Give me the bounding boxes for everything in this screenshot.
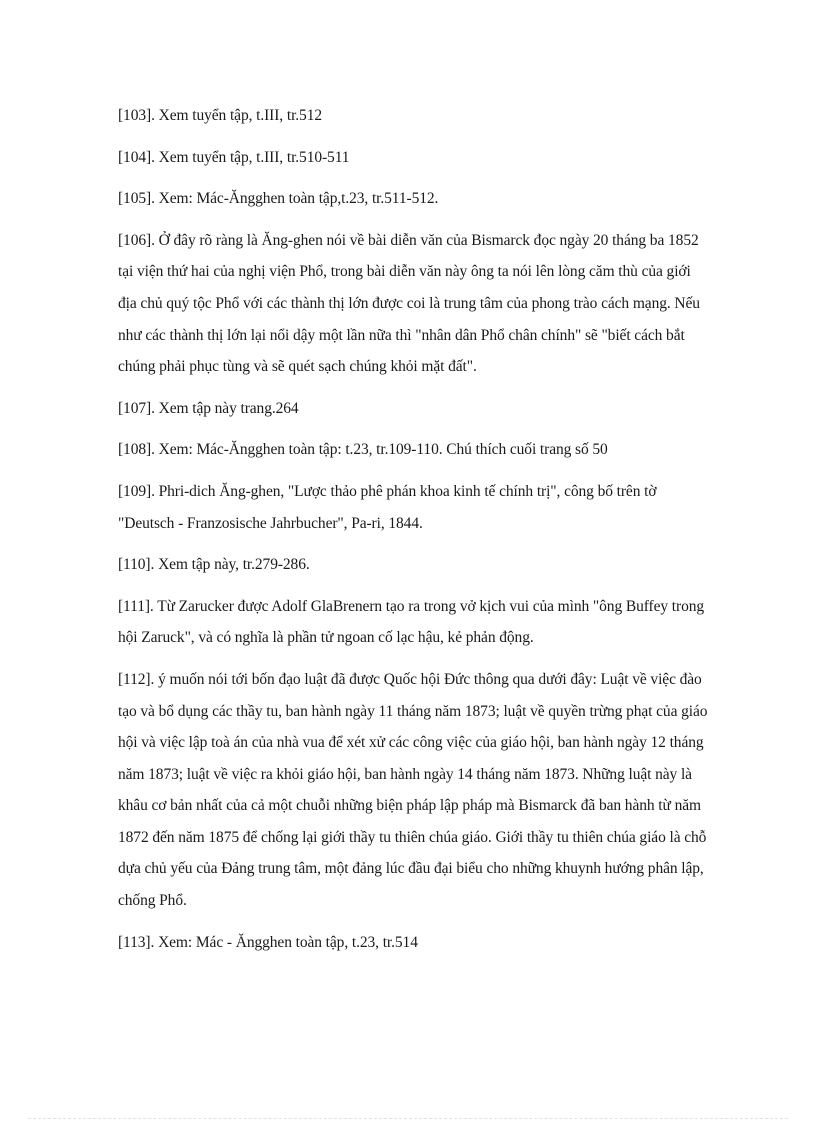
footnote-113: [118, 927, 708, 959]
footnote-number: [113].: [118, 933, 155, 951]
footnote-111: [118, 591, 708, 654]
footnote-text: Xem: Mác-Ăngghen toàn tập,t.23, tr.511-512.: [158, 190, 439, 208]
footnote-number: [110].: [118, 556, 155, 574]
footnote-text: Xem tuyển tập, t.III, tr.510-511: [158, 148, 350, 166]
footnote-107: [118, 393, 708, 425]
footnote-text: Xem tuyển tập, t.III, tr.512: [158, 107, 322, 124]
footnote-text: Xem tập này trang.264: [158, 399, 299, 417]
footnote-text: Xem: Mác - Ăngghen toàn tập, t.23, tr.514: [158, 933, 418, 951]
footnote-number: [112].: [118, 670, 155, 688]
footnote-109: [118, 476, 708, 539]
footnote-text: ý muốn nói tới bốn đạo luật đã được Quốc hội Đức thông qua dưới đây: Luật về việc đào tạo và bổ dụng các thầy tu, ban hành ngày 11 tháng năm 1873; luật về quyền trừng phạt của giáo hội và việc lập toà án của nhà vua để xét xử các công việc của giáo hội, ban hành ngày 12 tháng năm 1873; luật về việc ra khỏi giáo hội, ban hành ngày 14 tháng năm 1873. Những luật này là khâu cơ bản nhất của cả một chuỗi những biện pháp lập pháp mà Bismarck đã ban hành từ năm 1872 đến năm 1875 để chống lại giới thầy tu thiên chúa giáo. Giới thầy tu thiên chúa giáo là chỗ dựa chủ yếu của Đảng trung tâm, một đảng lúc đầu đại biểu cho những khuynh hướng phân lập, chống Phổ.: [118, 670, 708, 910]
footnote-number: [103].: [118, 107, 155, 124]
footnote-number: [108].: [118, 441, 155, 459]
footnote-103: [118, 100, 708, 132]
footnote-106: [118, 225, 708, 383]
footnote-text: Ở đây rõ ràng là Ăng-ghen nói về bài diễn văn của Bismarck đọc ngày 20 tháng ba 1852 tại viện thứ hai của nghị viện Phổ, trong bài diễn văn này ông ta nói lên lòng căm thù của giới địa chủ quý tộc Phổ với các thành thị lớn được coi là trung tâm của phong trào cách mạng. Nếu như các thành thị lớn lại nổi dậy một lần nữa thì "nhân dân Phổ chân chính" sẽ "biết cách bắt chúng phải phục tùng và sẽ quét sạch chúng khỏi mặt đất".: [118, 231, 700, 376]
footnote-number: [109].: [118, 482, 155, 500]
footnote-number: [111].: [118, 597, 154, 615]
footnote-105: [118, 183, 708, 215]
footnote-text: Phri-dich Ăng-ghen, "Lược thảo phê phán khoa kinh tế chính trị", công bố trên tờ "Deutsch - Franzosische Jahrbucher", Pa-ri, 1844.: [118, 482, 657, 532]
footnote-number: [107].: [118, 399, 155, 417]
footnote-list: [118, 100, 708, 968]
footnote-number: [104].: [118, 148, 155, 166]
footnote-110: [118, 549, 708, 581]
footnote-number: [106].: [118, 231, 155, 249]
footnote-text: Từ Zarucker được Adolf GlaBrenern tạo ra trong vở kịch vui của mình "ông Buffey trong hội Zaruck", và có nghĩa là phần tử ngoan cố lạc hậu, kẻ phản động.: [118, 597, 705, 647]
footnote-number: [105].: [118, 190, 155, 208]
footnote-text: Xem: Mác-Ăngghen toàn tập: t.23, tr.109-110. Chú thích cuối trang số 50: [158, 441, 608, 459]
footnote-text: Xem tập này, tr.279-286.: [158, 556, 310, 574]
footnote-108: [118, 434, 708, 466]
footnote-112: [118, 664, 708, 917]
footnote-104: [118, 142, 708, 174]
page-bottom-divider: [28, 1118, 788, 1119]
